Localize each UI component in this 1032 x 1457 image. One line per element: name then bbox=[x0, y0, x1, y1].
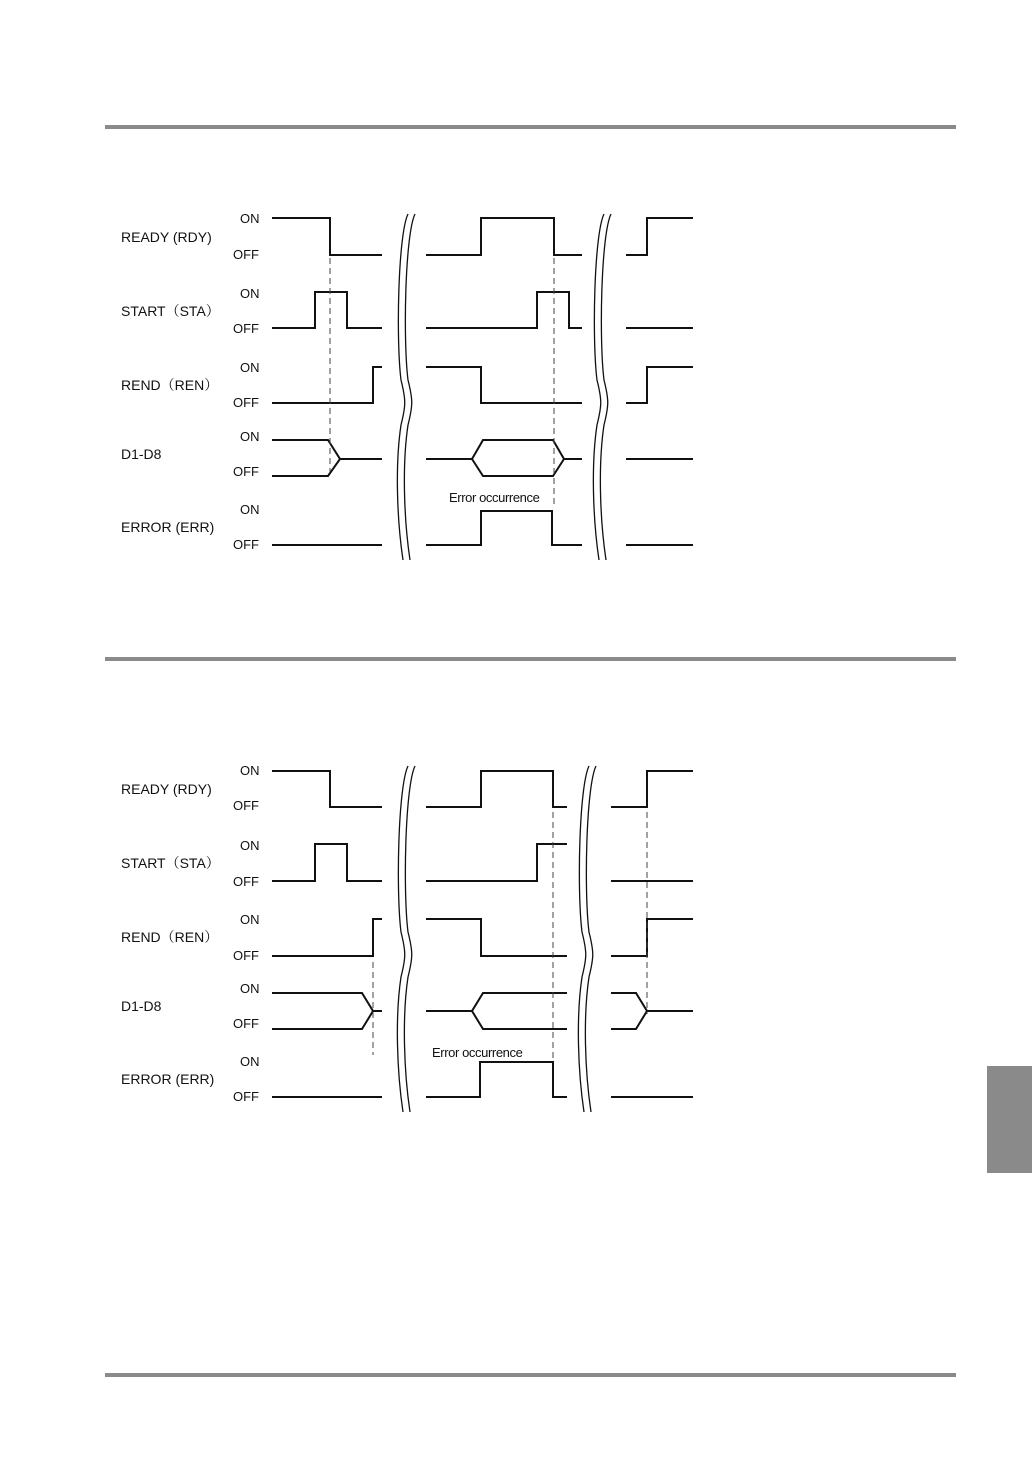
signal-label-rend: REND（REN） bbox=[121, 377, 219, 393]
start-waveform bbox=[272, 292, 382, 328]
on-label: ON bbox=[240, 763, 260, 778]
on-label: ON bbox=[240, 502, 260, 517]
signal-label-start: START（STA） bbox=[121, 303, 220, 319]
error-waveform bbox=[426, 511, 582, 545]
on-label: ON bbox=[240, 838, 260, 853]
time-break-bracket bbox=[600, 214, 611, 560]
rend-waveform bbox=[272, 919, 382, 956]
off-label: OFF bbox=[233, 537, 259, 552]
ready-waveform bbox=[611, 771, 693, 807]
off-label: OFF bbox=[233, 1016, 259, 1031]
signal-label-error: ERROR (ERR) bbox=[121, 1071, 215, 1087]
start-waveform bbox=[426, 844, 567, 881]
rend-waveform bbox=[426, 919, 567, 956]
on-label: ON bbox=[240, 912, 260, 927]
on-label: ON bbox=[240, 429, 260, 444]
start-waveform bbox=[272, 844, 382, 881]
data-waveform bbox=[272, 993, 373, 1029]
off-label: OFF bbox=[233, 1089, 259, 1104]
ready-waveform bbox=[272, 218, 382, 255]
on-label: ON bbox=[240, 286, 260, 301]
data-valid-window bbox=[472, 440, 564, 476]
signal-label-error: ERROR (ERR) bbox=[121, 519, 215, 535]
ready-waveform bbox=[426, 771, 567, 807]
error-waveform bbox=[426, 1062, 567, 1097]
off-label: OFF bbox=[233, 464, 259, 479]
signal-label-data: D1-D8 bbox=[121, 998, 162, 1014]
timing-diagram-2 bbox=[121, 763, 693, 1112]
rend-waveform bbox=[626, 367, 693, 403]
data-waveform bbox=[611, 993, 647, 1029]
error-occurrence-note: Error occurrence bbox=[432, 1045, 523, 1060]
off-label: OFF bbox=[233, 321, 259, 336]
time-break-bracket bbox=[404, 214, 415, 560]
rend-waveform bbox=[426, 367, 582, 403]
signal-label-data: D1-D8 bbox=[121, 446, 162, 462]
ready-waveform bbox=[272, 771, 382, 807]
signal-label-ready: READY (RDY) bbox=[121, 781, 212, 797]
on-label: ON bbox=[240, 981, 260, 996]
error-occurrence-note: Error occurrence bbox=[449, 490, 540, 505]
time-break-bracket bbox=[585, 766, 596, 1112]
signal-label-ready: READY (RDY) bbox=[121, 229, 212, 245]
ready-waveform bbox=[426, 218, 582, 255]
off-label: OFF bbox=[233, 798, 259, 813]
rend-waveform bbox=[611, 919, 693, 956]
timing-diagram-1 bbox=[121, 211, 693, 560]
signal-label-start: START（STA） bbox=[121, 855, 220, 871]
on-label: ON bbox=[240, 360, 260, 375]
signal-label-rend: REND（REN） bbox=[121, 929, 219, 945]
on-label: ON bbox=[240, 211, 260, 226]
off-label: OFF bbox=[233, 948, 259, 963]
off-label: OFF bbox=[233, 874, 259, 889]
off-label: OFF bbox=[233, 395, 259, 410]
time-break-bracket bbox=[404, 766, 415, 1112]
rend-waveform bbox=[272, 367, 382, 403]
ready-waveform bbox=[626, 218, 693, 255]
start-waveform bbox=[426, 292, 582, 328]
off-label: OFF bbox=[233, 247, 259, 262]
on-label: ON bbox=[240, 1054, 260, 1069]
